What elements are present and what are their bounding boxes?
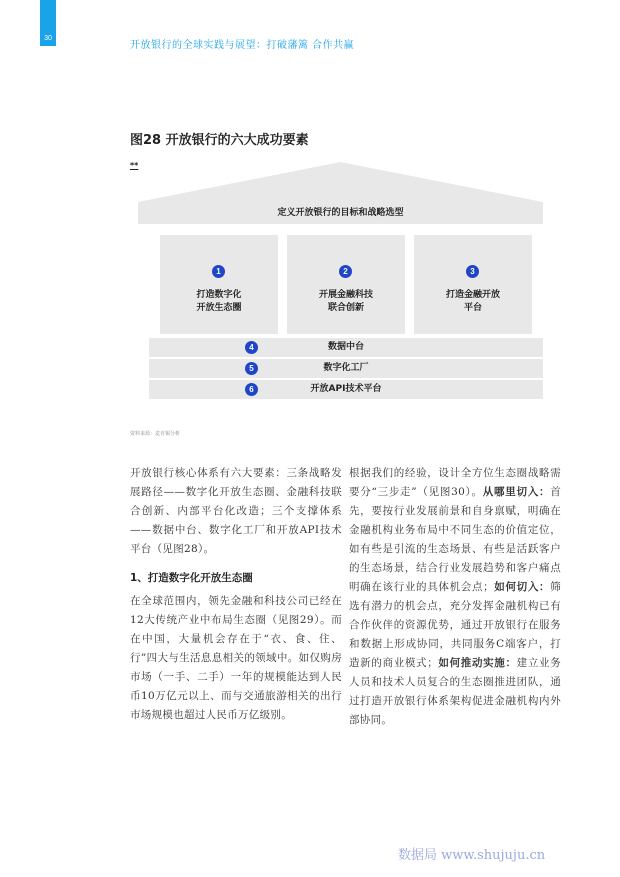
bold-lead: 从哪里切入： (482, 486, 551, 498)
section-heading: 1、打造数字化开放生态圈 (130, 572, 253, 584)
pillar-1 (160, 235, 278, 334)
page-number: 30 (44, 35, 52, 42)
pillar-label-line: 平台 (463, 303, 482, 313)
roof (138, 162, 543, 230)
pillar-label (414, 289, 532, 315)
paragraph-text: 在全球范围内，领先金融和科技公司已经在12大传统产业中布局生态圈（见图29）。而在中国，大量机会存在于“衣、食、住、行”四大与生活息息相关的领域中。如仅购房市场（一手、二手）一年的规模能达到人民币10万亿元以上、而与交通旅游相关的出行市场规模也超过人民币万亿级别。 (130, 595, 342, 721)
paragraph-text: 根据我们的经验，设计全方位生态圈战略需要分“三步走”（见图30）。 (349, 467, 561, 498)
base-row-label: 数据中台 (327, 342, 364, 352)
number-badge: 1 (212, 265, 225, 278)
figure-marker: ** (130, 161, 139, 170)
base-row-label: 开放API技术平台 (310, 384, 382, 394)
pillar-label-line: 开放生态圈 (196, 303, 242, 313)
right-column (349, 464, 561, 730)
paragraph-text: 首先，要按行业发展前景和自身禀赋，明确在金融机构业务布局中不同生态的价值定位，如有些是引流的生态场景、有些是活跃客户的生态场景，结合行业发展趋势和客户痛点明确在该行业的具体机会点； (349, 486, 561, 593)
pillar-label-line: 开展金融科技 (318, 290, 373, 300)
number-badge: 2 (339, 265, 352, 278)
roof-label: 定义开放银行的目标和战略选型 (277, 208, 404, 218)
base-row-digital-factory (149, 359, 543, 378)
roof-shape (138, 162, 543, 230)
bold-lead: 如何切入： (493, 581, 551, 593)
intro-paragraph (130, 464, 342, 559)
watermark: 数据局 www.shujuju.cn (398, 848, 546, 863)
number-badge: 6 (245, 383, 258, 396)
pillar-label-line: 打造数字化 (196, 290, 242, 300)
pillar-label-line: 打造金融开放 (445, 290, 500, 300)
paragraph-text: 筛选有潜力的机会点，充分发挥金融机构已有合作伙伴的资源优势，通过开放银行在服务和数据上形成协同，共同服务C端客户，打造新的商业模式； (349, 581, 561, 669)
pillar-label-line: 联合创新 (327, 303, 364, 313)
pillar-label (160, 289, 278, 315)
pillar-3 (414, 235, 532, 334)
paragraph-text: 建立业务人员和技术人员复合的生态圈推进团队，通过打造开放银行体系架构促进金融机构内外部协同。 (349, 657, 562, 726)
pillar-2 (287, 235, 405, 334)
number-badge: 3 (466, 265, 479, 278)
bold-lead: 如何推动实施： (438, 657, 517, 669)
section1-paragraph (130, 592, 342, 725)
base-row-api-platform (149, 380, 543, 399)
page-tab (40, 0, 56, 46)
right-paragraph (349, 464, 561, 730)
base-row-label: 数字化工厂 (323, 363, 369, 373)
base-row-data-platform (149, 338, 543, 357)
running-header: 开放银行的全球实践与展望：打破藩篱 合作共赢 (130, 40, 355, 51)
number-badge: 4 (245, 341, 258, 354)
pillar-label (287, 289, 405, 315)
paragraph-text: 开放银行核心体系有六大要素：三条战略发展路径——数字化开放生态圈、金融科技联合创新、内部平台化改造；三个支撑体系——数据中台、数字化工厂和开放API技术平台（见图28）。 (130, 467, 342, 555)
figure-title: 图28 开放银行的六大成功要素 (130, 133, 309, 148)
number-badge: 5 (245, 362, 258, 375)
source-note: 资料来源：麦肯锡分析 (130, 431, 181, 437)
